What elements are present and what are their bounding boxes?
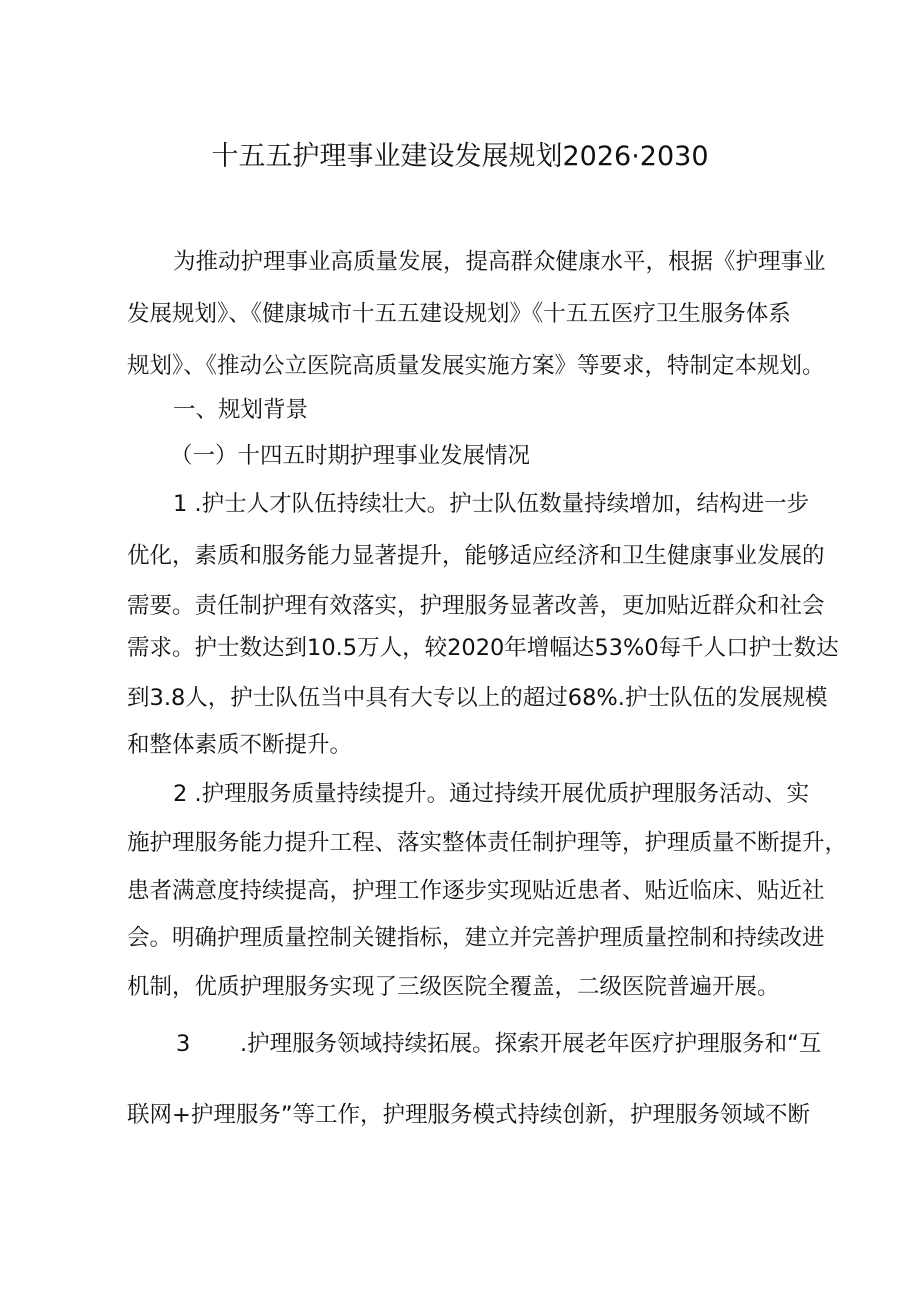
intro-line-2: 发展规划》、《健康城市十五五建设规划》《十五五医疗卫生服务体系 xyxy=(127,301,791,327)
item3-line-1: .护理服务领域持续拓展。探索开展老年医疗护理服务和“互 xyxy=(240,1031,822,1057)
item1-line-3: 需要。责任制护理有效落实，护理服务显著改善，更加贴近群众和社会 xyxy=(127,593,825,619)
section-heading: 一、规划背景 xyxy=(173,397,309,423)
item1-line-5: 到3.8人，护士队伍当中具有大专以上的超过68%.护士队伍的发展规模 xyxy=(127,685,828,711)
item2-line-1: 2 .护理服务质量持续提升。通过持续开展优质护理服务活动、实 xyxy=(173,781,810,807)
intro-line-1: 为推动护理事业高质量发展，提高群众健康水平，根据《护理事业 xyxy=(173,249,826,275)
item2-line-5: 机制，优质护理服务实现了三级医院全覆盖，二级医院普遍开展。 xyxy=(127,974,780,1000)
item2-line-4: 会。明确护理质量控制关键指标，建立并完善护理质量控制和持续改进 xyxy=(127,925,825,951)
item2-line-3: 患者满意度持续提高，护理工作逐步实现贴近患者、贴近临床、贴近社 xyxy=(127,878,825,904)
item1-line-4: 需求。护士数达到10.5万人，较2020年增幅达53%0每千人口护士数达 xyxy=(127,635,839,661)
intro-line-3: 规划》、《推动公立医院高质量发展实施方案》等要求，特制定本规划。 xyxy=(127,353,825,379)
item1-line-6: 和整体素质不断提升。 xyxy=(127,732,353,758)
item3-number: 3 xyxy=(176,1031,191,1057)
item1-line-1: 1 .护士人才队伍持续壮大。护士队伍数量持续增加，结构进一步 xyxy=(173,491,810,517)
item1-line-2: 优化，素质和服务能力显著提升，能够适应经济和卫生健康事业发展的 xyxy=(127,543,825,569)
subsection-heading: （一）十四五时期护理事业发展情况 xyxy=(170,443,531,469)
item3-line-2: 联网+护理服务”等工作，护理服务模式持续创新，护理服务领域不断 xyxy=(127,1102,811,1128)
page-title: 十五五护理事业建设发展规划2026·2030 xyxy=(211,141,709,172)
item2-line-2: 施护理服务能力提升工程、落实整体责任制护理等，护理质量不断提升， xyxy=(127,830,848,856)
